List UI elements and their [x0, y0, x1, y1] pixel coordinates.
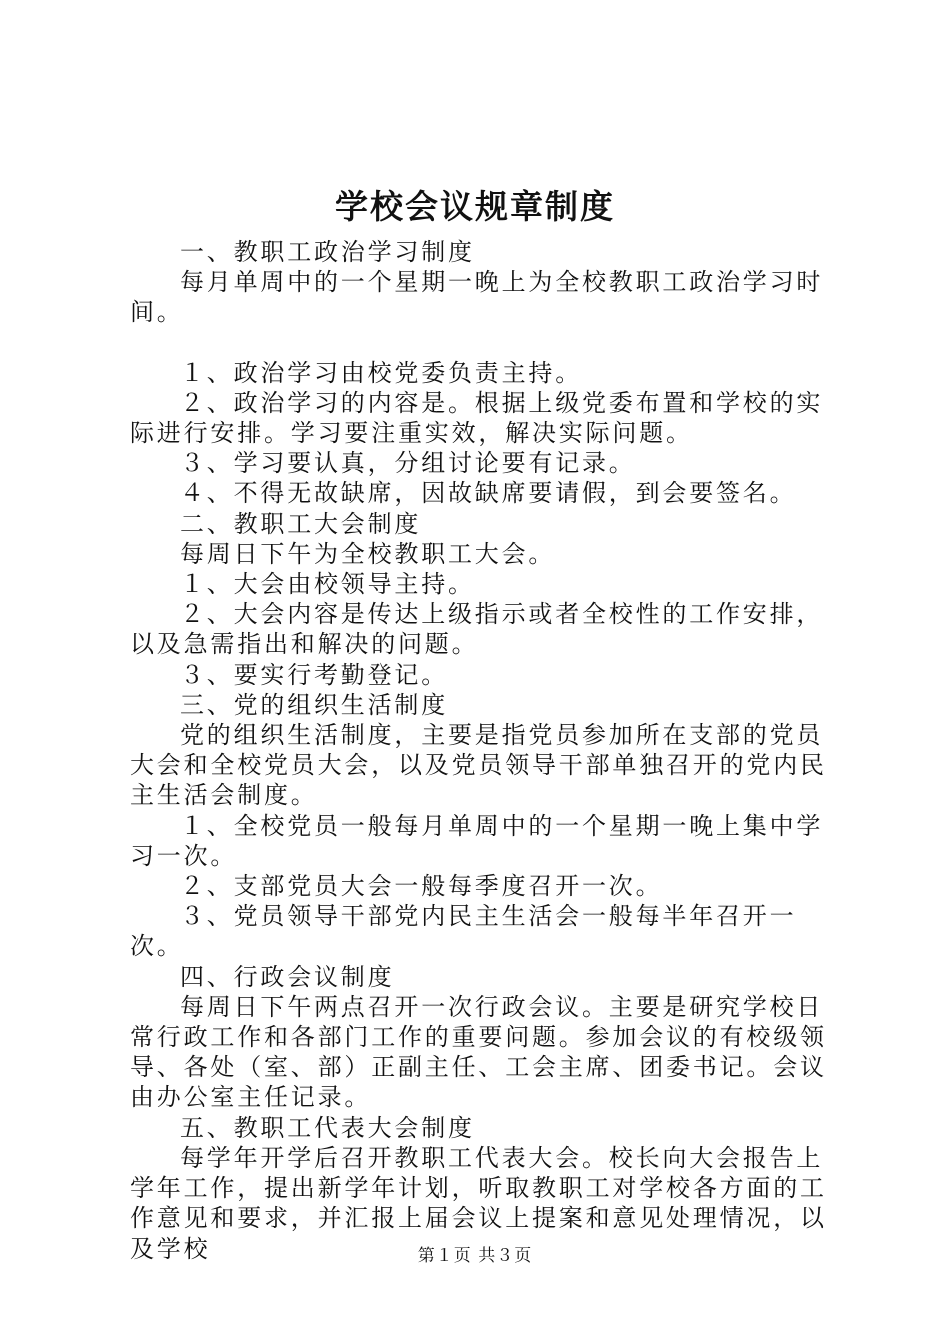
- list-item: ２、政治学习的内容是。根据上级党委布置和学校的实际进行安排。学习要注重实效，解决实际问题。: [130, 388, 824, 448]
- list-item: ３、要实行考勤登记。: [180, 660, 448, 689]
- blank-line: [130, 328, 840, 358]
- list-item: ２、大会内容是传达上级指示或者全校性的工作安排，以及急需指出和解决的问题。: [130, 600, 824, 659]
- list-item: ４、不得无故缺席，因故缺席要请假，到会要签名。: [180, 479, 797, 508]
- list-item: １、大会由校领导主持。: [180, 570, 475, 599]
- paragraph: 每学年开学后召开教职工代表大会。校长向大会报告上学年工作，提出新学年计划，听取教职工对学校各方面的工作意见和要求，并汇报上届会议上提案和意见处理情况，以及学校: [130, 1143, 827, 1263]
- document-body: [130, 237, 840, 1264]
- section-heading-1: 一、教职工政治学习制度: [180, 238, 475, 266]
- list-item: ３、党员领导干部党内民主生活会一般每半年召开一次。: [130, 902, 797, 961]
- document-title: 学校会议规章制度: [335, 187, 615, 226]
- list-item: １、全校党员一般每月单周中的一个星期一晚上集中学习一次。: [130, 811, 824, 870]
- section-heading-4: 四、行政会议制度: [180, 962, 395, 991]
- list-item: １、政治学习由校党委负责主持。: [180, 358, 582, 387]
- list-item: ２、支部党员大会一般每季度召开一次。: [180, 872, 663, 901]
- paragraph: 每周日下午为全校教职工大会。: [180, 539, 556, 568]
- paragraph: 每周日下午两点召开一次行政会议。主要是研究学校日常行政工作和各部门工作的重要问题。参加会议的有校级领导、各处（室、部）正副主任、工会主席、团委书记。会议由办公室主任记录。: [130, 992, 827, 1112]
- section-heading-2: 二、教职工大会制度: [180, 509, 422, 538]
- paragraph: 每月单周中的一个星期一晚上为全校教职工政治学习时间。: [130, 268, 824, 327]
- section-heading-5: 五、教职工代表大会制度: [180, 1113, 475, 1142]
- section-heading-3: 三、党的组织生活制度: [180, 690, 448, 719]
- list-item: ３、学习要认真，分组讨论要有记录。: [180, 449, 636, 478]
- paragraph: 党的组织生活制度，主要是指党员参加所在支部的党员大会和全校党员大会，以及党员领导干部单独召开的党内民主生活会制度。: [130, 721, 827, 810]
- page-footer: 第１页 共３页: [417, 1246, 533, 1266]
